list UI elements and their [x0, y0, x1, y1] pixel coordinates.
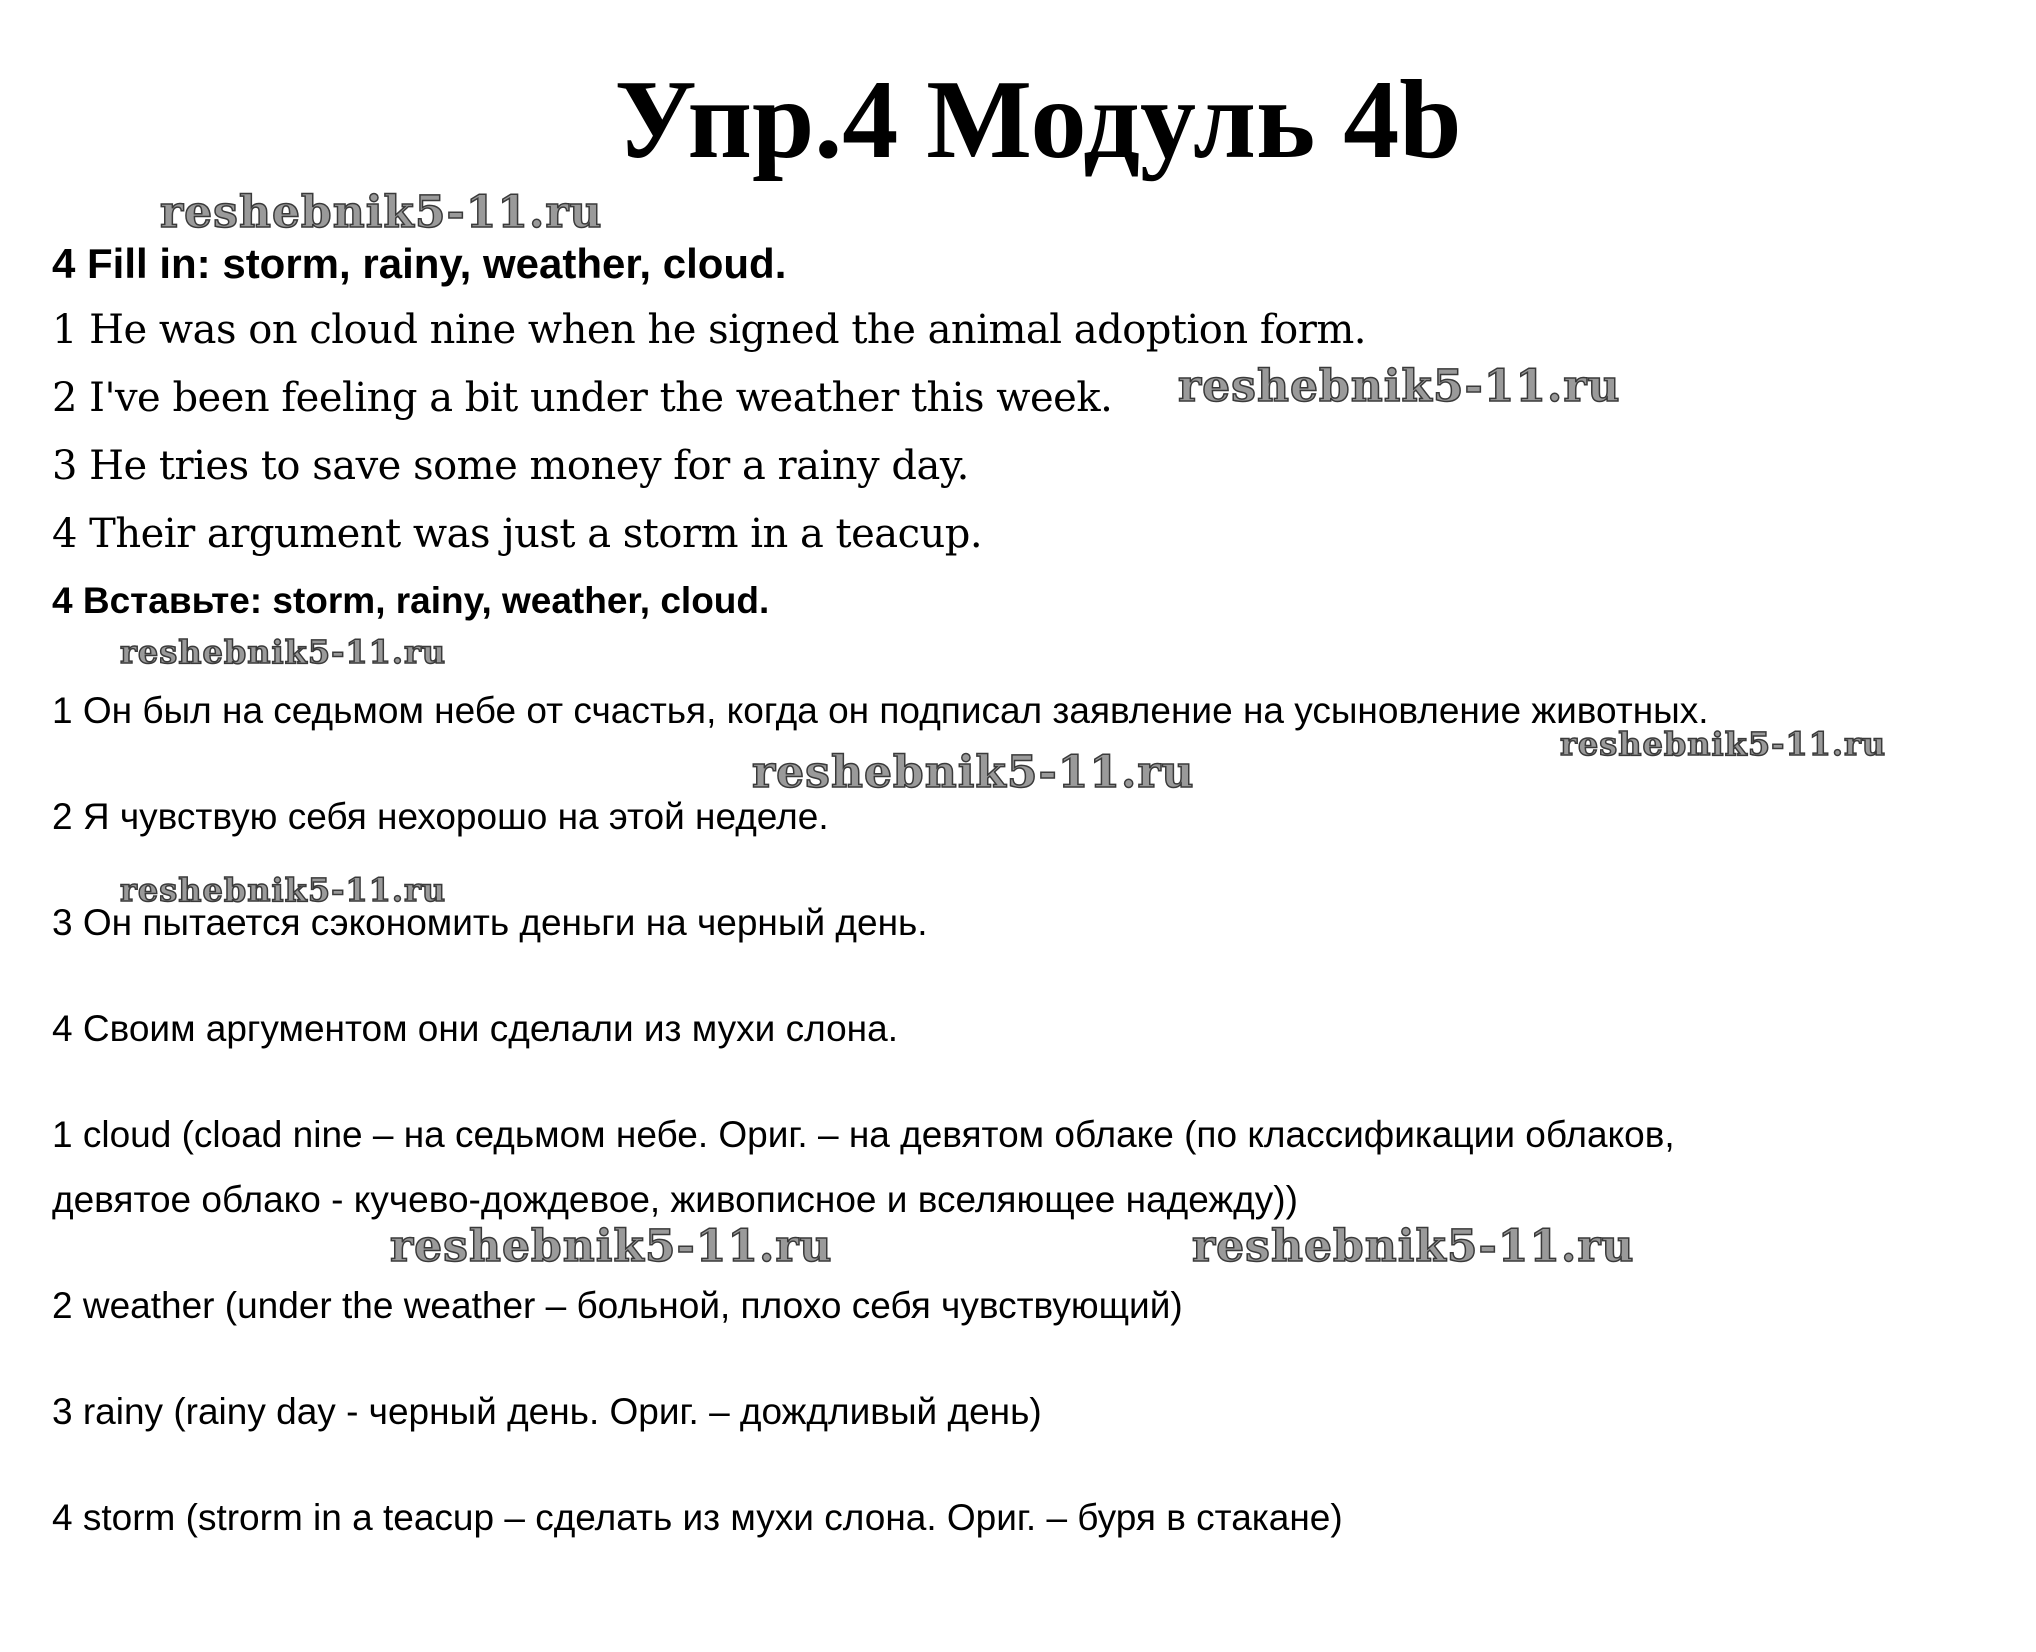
watermark: reshebnik5-11.ru [752, 747, 1195, 798]
watermark: reshebnik5-11.ru [390, 1221, 833, 1272]
english-sentence-2: 2 I've been feeling a bit under the weather this week. [52, 375, 1113, 421]
watermark: reshebnik5-11.ru [120, 633, 447, 671]
watermark: reshebnik5-11.ru [1178, 361, 1621, 412]
answer-1-continued: девятое облако - кучево-дождевое, живописное и вселяющее надежду)) [52, 1179, 1298, 1220]
english-sentence-1: 1 He was on cloud nine when he signed the animal adoption form. [52, 307, 1366, 353]
watermark: reshebnik5-11.ru [160, 187, 603, 238]
answer-2: 2 weather (under the weather – больной, плохо себя чувствующий) [52, 1285, 1183, 1326]
russian-sentence-3: 3 Он пытается сэкономить деньги на черный день. [52, 902, 928, 943]
watermark: reshebnik5-11.ru [120, 871, 447, 909]
page-title: Упр.4 Модуль 4b [614, 58, 1462, 182]
russian-sentence-1: 1 Он был на седьмом небе от счастья, когда он подписал заявление на усыновление животных. [52, 690, 1709, 731]
watermark: reshebnik5-11.ru [1560, 725, 1887, 763]
exercise-heading-russian: 4 Вставьте: storm, rainy, weather, cloud. [52, 580, 770, 621]
english-sentence-4: 4 Their argument was just a storm in a teacup. [52, 511, 983, 557]
answer-1: 1 cloud (cload nine – на седьмом небе. Ориг. – на девятом облаке (по классификации облаков, [52, 1114, 1675, 1155]
answer-4: 4 storm (strorm in a teacup – сделать из мухи слона. Ориг. – буря в стакане) [52, 1497, 1343, 1538]
exercise-heading-english: 4 Fill in: storm, rainy, weather, cloud. [52, 240, 787, 287]
watermark: reshebnik5-11.ru [1192, 1221, 1635, 1272]
russian-sentence-2: 2 Я чувствую себя нехорошо на этой неделе. [52, 796, 829, 837]
english-sentence-3: 3 He tries to save some money for a rainy day. [52, 443, 969, 489]
russian-sentence-4: 4 Своим аргументом они сделали из мухи слона. [52, 1008, 898, 1049]
answer-3: 3 rainy (rainy day - черный день. Ориг. – дождливый день) [52, 1391, 1042, 1432]
